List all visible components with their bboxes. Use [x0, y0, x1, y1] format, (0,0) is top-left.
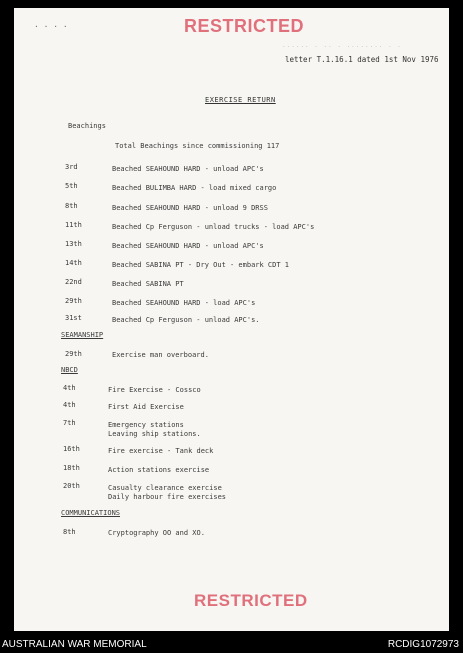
nbcd-entry: Fire exercise - Tank deck — [108, 447, 214, 455]
nbcd-day: 4th — [63, 384, 76, 392]
beaching-day: 22nd — [65, 278, 82, 286]
beaching-day: 31st — [65, 314, 82, 322]
seamanship-entry: Exercise man overboard. — [112, 351, 209, 359]
beaching-entry: Beached BULIMBA HARD - load mixed cargo — [112, 184, 277, 192]
beaching-day: 11th — [65, 221, 82, 229]
beaching-day: 8th — [65, 202, 78, 210]
section-heading-nbcd: NBCD — [61, 366, 78, 374]
seamanship-day: 29th — [65, 350, 82, 358]
nbcd-entry: First Aid Exercise — [108, 403, 184, 411]
restricted-stamp-bottom: RESTRICTED — [194, 591, 308, 610]
faint-reference: ...... . .. . ........ . . — [282, 42, 402, 49]
beaching-entry: Beached Cp Ferguson - unload APC's. — [112, 316, 260, 324]
nbcd-entry: Emergency stations — [108, 421, 184, 429]
beaching-day: 29th — [65, 297, 82, 305]
section-heading-seamanship: SEAMANSHIP — [61, 331, 104, 339]
nbcd-entry: Fire Exercise - Cossco — [108, 386, 201, 394]
beaching-day: 14th — [65, 259, 82, 267]
restricted-stamp-top: RESTRICTED — [184, 16, 305, 36]
letter-reference: letter T.1.16.1 dated 1st Nov 1976 — [285, 55, 439, 64]
archive-footer — [0, 631, 463, 653]
communications-entry: Cryptography OO and XO. — [108, 529, 205, 537]
beaching-entry: Beached SABINA PT — [112, 280, 184, 288]
beaching-entry: Beached SEAHOUND HARD - unload 9 DRSS — [112, 204, 268, 212]
footer-record-id: RCDIG1072973 — [387, 639, 459, 650]
beaching-entry: Beached SABINA PT - Dry Out - embark CDT 1 — [112, 261, 290, 269]
nbcd-day: 16th — [63, 445, 80, 453]
page-title: EXERCISE RETURN — [205, 96, 276, 104]
beaching-entry: Beached SEAHOUND HARD - load APC's — [112, 299, 256, 307]
beaching-day: 3rd — [65, 163, 78, 171]
beaching-entry: Beached SEAHOUND HARD - unload APC's — [112, 242, 264, 250]
section-heading-beachings: Beachings — [68, 122, 106, 130]
margin-marks: · · · · — [34, 22, 68, 31]
nbcd-day: 7th — [63, 419, 76, 427]
document-page — [14, 8, 449, 631]
nbcd-entry-second-line: Daily harbour fire exercises — [108, 493, 227, 501]
beachings-total: Total Beachings since commissioning 117 — [115, 142, 280, 150]
nbcd-day: 18th — [63, 464, 80, 472]
nbcd-entry: Action stations exercise — [108, 466, 210, 474]
communications-day: 8th — [63, 528, 76, 536]
footer-institution: AUSTRALIAN WAR MEMORIAL — [2, 639, 147, 650]
nbcd-entry: Casualty clearance exercise — [108, 484, 222, 492]
beaching-day: 13th — [65, 240, 82, 248]
nbcd-day: 20th — [63, 482, 80, 490]
beaching-day: 5th — [65, 182, 78, 190]
section-heading-communications: COMMUNICATIONS — [61, 509, 121, 517]
beaching-entry: Beached SEAHOUND HARD - unload APC's — [112, 165, 264, 173]
nbcd-day: 4th — [63, 401, 76, 409]
nbcd-entry-second-line: Leaving ship stations. — [108, 430, 201, 438]
beaching-entry: Beached Cp Ferguson - unload trucks - load APC's — [112, 223, 315, 231]
